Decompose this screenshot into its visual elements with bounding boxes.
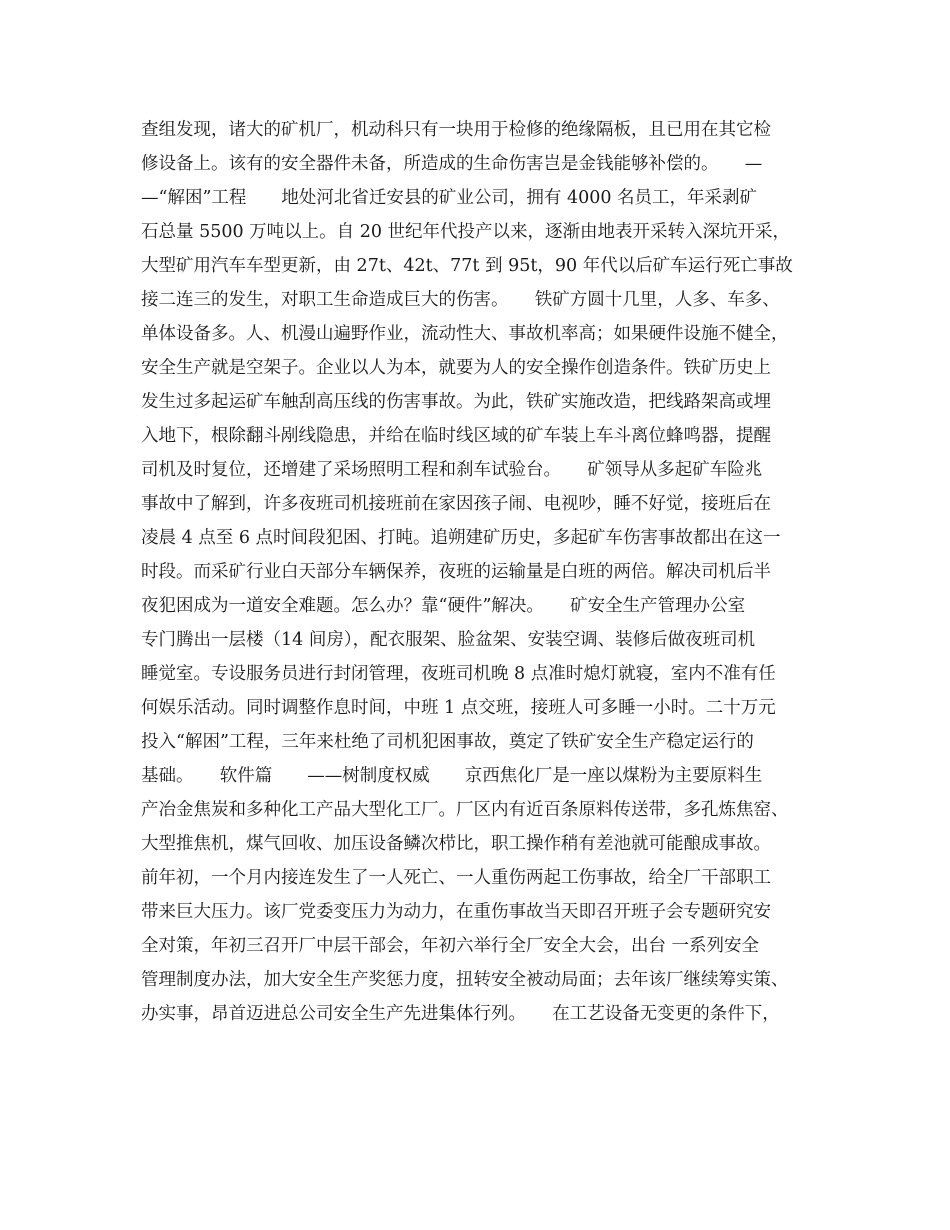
text-line: 办实事，昂首迈进总公司安全生产先进集体行列。 在工艺设备无变更的条件下， [141, 1004, 780, 1024]
text-line: 修设备上。该有的安全器件未备，所造成的生命伤害岂是金钱能够补偿的。 — [141, 154, 763, 174]
body-text [141, 113, 841, 1031]
text-line: 石总量 5500 万吨以上。自 20 世纪年代投产以来，逐渐由地表开采转入深坑开采， [141, 222, 791, 242]
text-line: 管理制度办法，加大安全生产奖惩力度，扭转安全被动局面；去年该厂继续筹实策、 [141, 970, 789, 990]
text-line: —“解困”工程 地处河北省迁安县的矿业公司，拥有 4000 名员工，年采剥矿 [141, 188, 758, 208]
text-line: 司机及时复位，还增建了采场照明工程和刹车试验台。 矿领导从多起矿车险兆 [141, 460, 763, 480]
text-line: 安全生产就是空架子。企业以人为本，就要为人的安全操作创造条件。铁矿历史上 [141, 358, 771, 378]
text-line: 睡觉室。专设服务员进行封闭管理，夜班司机晚 8 点准时熄灯就寝，室内不准有任 [141, 664, 776, 684]
text-line: 发生过多起运矿车触刮高压线的伤害事故。为此，铁矿实施改造，把线路架高或埋 [141, 392, 771, 412]
text-line: 全对策，年初三召开厂中层干部会，年初六举行全厂安全大会，出台 一系列安全 [141, 936, 760, 956]
text-line: 大型推焦机，煤气回收、加压设备鳞次栉比，职工操作稍有差池就可能酿成事故。 [141, 834, 771, 854]
text-line: 凌晨 4 点至 6 点时间段犯困、打盹。追朔建矿历史，多起矿车伤害事故都出在这一 [141, 528, 781, 548]
text-line: 查组发现，诸大的矿机厂，机动科只有一块用于检修的绝缘隔板，且已用在其它检 [141, 120, 771, 140]
text-line: 入地下，根除翻斗剐线隐患，并给在临时线区域的矿车装上车斗离位蜂鸣器，提醒 [141, 426, 771, 446]
text-line: 何娱乐活动。同时调整作息时间，中班 1 点交班，接班人可多睡一小时。二十万元 [141, 698, 776, 718]
text-line: 接二连三的发生，对职工生命造成巨大的伤害。 铁矿方圆十几里，人多、车多、 [141, 290, 780, 310]
text-line: 时段。而采矿行业白天部分车辆保养，夜班的运输量是白班的两倍。解决司机后半 [141, 562, 771, 582]
text-line: 专门腾出一层楼（14 间房），配衣服架、脸盆架、安装空调、装修后做夜班司机 [141, 630, 756, 650]
text-line: 单体设备多。人、机漫山遍野作业，流动性大、事故机率高；如果硬件设施不健全， [141, 324, 789, 344]
text-line: 事故中了解到，许多夜班司机接班前在家因孩子闹、电视吵，睡不好觉，接班后在 [141, 494, 771, 514]
text-line: 投入“解困”工程，三年来杜绝了司机犯困事故，奠定了铁矿安全生产稳定运行的 [141, 732, 754, 752]
text-line: 大型矿用汽车车型更新，由 27t、42t、77t 到 95t，90 年代以后矿车运行死亡事故 [141, 256, 793, 276]
text-line: 前年初，一个月内接连发生了一人死亡、一人重伤两起工伤事故，给全厂干部职工 [141, 868, 771, 888]
text-line: 产冶金焦炭和多种化工产品大型化工厂。厂区内有近百条原料传送带，多孔炼焦窑、 [141, 800, 789, 820]
text-line: 基础。 软件篇 ——树制度权威 京西焦化厂是一座以煤粉为主要原料生 [141, 766, 763, 786]
text-line: 带来巨大压力。该厂党委变压力为动力，在重伤事故当天即召开班子会专题研究安 [141, 902, 771, 922]
text-line: 夜犯困成为一道安全难题。怎么办？靠“硬件”解决。 矿安全生产管理办公室 [141, 596, 746, 616]
